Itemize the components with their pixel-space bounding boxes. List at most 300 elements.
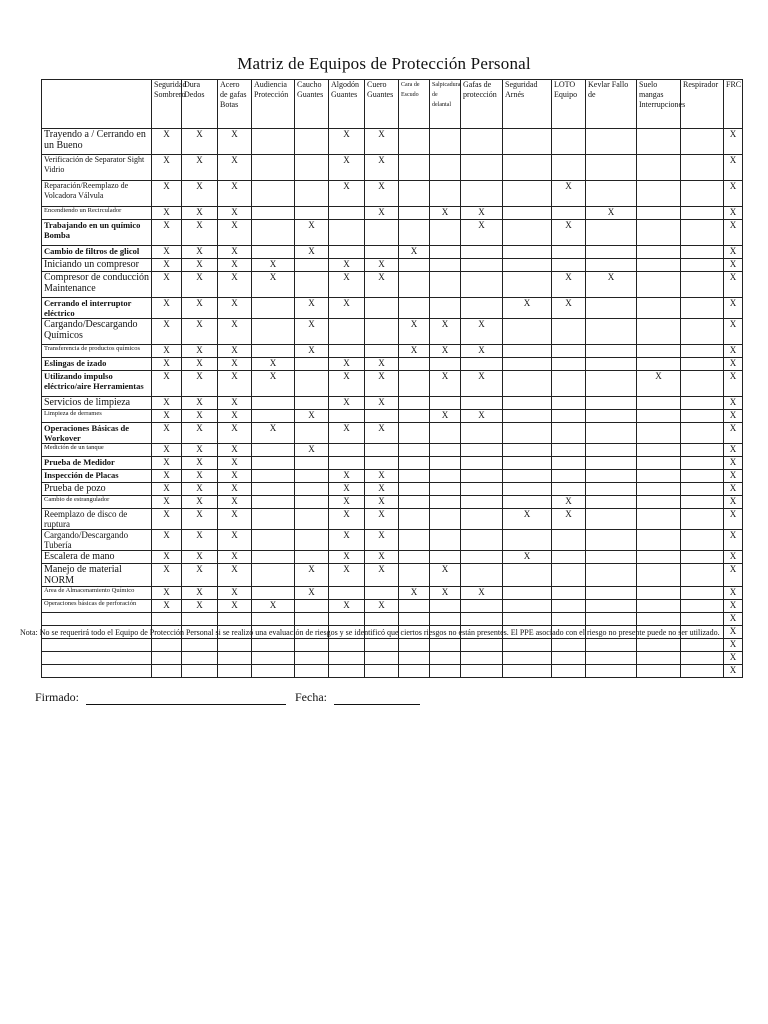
ppe-mark-cell: X	[724, 181, 743, 207]
ppe-mark-cell	[503, 587, 552, 600]
ppe-mark-cell	[295, 371, 329, 397]
ppe-mark-cell	[365, 444, 399, 457]
ppe-mark-cell	[637, 639, 681, 652]
ppe-mark-cell: X	[152, 470, 182, 483]
ppe-mark-cell: X	[461, 220, 503, 246]
ppe-mark-cell	[399, 423, 430, 444]
column-header: Suelo mangas Interrupciones	[637, 80, 681, 129]
ppe-mark-cell: X	[329, 423, 365, 444]
ppe-mark-cell	[461, 259, 503, 272]
ppe-mark-cell: X	[637, 371, 681, 397]
ppe-mark-cell	[182, 652, 218, 665]
ppe-mark-cell	[252, 155, 295, 181]
ppe-mark-cell	[586, 457, 637, 470]
ppe-mark-cell: X	[218, 397, 252, 410]
ppe-mark-cell	[461, 665, 503, 678]
ppe-mark-cell	[681, 564, 724, 587]
ppe-mark-cell: X	[295, 220, 329, 246]
ppe-mark-cell	[503, 665, 552, 678]
ppe-mark-cell	[552, 470, 586, 483]
ppe-mark-cell: X	[329, 155, 365, 181]
task-name-cell: Encendiendo un Recirculador	[42, 207, 152, 220]
ppe-mark-cell: X	[252, 423, 295, 444]
ppe-mark-cell	[586, 298, 637, 319]
ppe-mark-cell: X	[182, 371, 218, 397]
ppe-mark-cell	[552, 129, 586, 155]
ppe-mark-cell: X	[329, 259, 365, 272]
ppe-mark-cell	[637, 272, 681, 298]
ppe-mark-cell	[503, 600, 552, 613]
date-label: Fecha:	[295, 690, 327, 704]
ppe-mark-cell	[586, 444, 637, 457]
ppe-mark-cell: X	[218, 181, 252, 207]
ppe-mark-cell: X	[430, 564, 461, 587]
ppe-mark-cell: X	[430, 371, 461, 397]
ppe-mark-cell	[295, 665, 329, 678]
task-name-cell: Operaciones básicas de perforación	[42, 600, 152, 613]
ppe-mark-cell: X	[152, 220, 182, 246]
ppe-mark-cell: X	[329, 483, 365, 496]
ppe-mark-cell	[552, 530, 586, 551]
ppe-mark-cell	[430, 457, 461, 470]
ppe-mark-cell: X	[218, 564, 252, 587]
ppe-matrix-table	[41, 79, 743, 678]
ppe-mark-cell	[461, 564, 503, 587]
task-name-cell: Utilizando impulso eléctrico/aire Herramientas	[42, 371, 152, 397]
ppe-mark-cell: X	[552, 496, 586, 509]
ppe-mark-cell: X	[365, 272, 399, 298]
ppe-mark-cell	[586, 652, 637, 665]
ppe-mark-cell	[252, 639, 295, 652]
ppe-mark-cell	[399, 600, 430, 613]
ppe-mark-cell	[399, 457, 430, 470]
ppe-mark-cell	[430, 470, 461, 483]
ppe-mark-cell	[637, 246, 681, 259]
task-name-cell: Operaciones Básicas de Workover	[42, 423, 152, 444]
ppe-mark-cell	[461, 129, 503, 155]
matrix-body	[42, 129, 743, 678]
ppe-mark-cell	[503, 397, 552, 410]
table-row	[42, 587, 743, 600]
ppe-mark-cell	[399, 220, 430, 246]
ppe-mark-cell	[430, 423, 461, 444]
ppe-mark-cell	[681, 587, 724, 600]
ppe-mark-cell	[586, 423, 637, 444]
ppe-mark-cell	[461, 551, 503, 564]
ppe-mark-cell	[503, 220, 552, 246]
task-name-cell: Cargando/Descargando Tubería	[42, 530, 152, 551]
ppe-mark-cell	[586, 246, 637, 259]
ppe-mark-cell: X	[365, 155, 399, 181]
ppe-mark-cell	[503, 207, 552, 220]
ppe-mark-cell	[252, 564, 295, 587]
ppe-mark-cell	[681, 551, 724, 564]
ppe-mark-cell: X	[329, 371, 365, 397]
ppe-mark-cell	[365, 220, 399, 246]
ppe-mark-cell	[365, 665, 399, 678]
ppe-mark-cell	[399, 564, 430, 587]
ppe-mark-cell	[503, 371, 552, 397]
ppe-mark-cell: X	[724, 496, 743, 509]
ppe-mark-cell	[637, 259, 681, 272]
ppe-mark-cell	[329, 207, 365, 220]
ppe-mark-cell	[637, 129, 681, 155]
ppe-mark-cell	[503, 410, 552, 423]
ppe-mark-cell	[399, 530, 430, 551]
signature-line[interactable]	[86, 692, 286, 705]
ppe-mark-cell	[586, 600, 637, 613]
ppe-mark-cell	[461, 613, 503, 626]
ppe-mark-cell	[218, 665, 252, 678]
ppe-mark-cell	[637, 181, 681, 207]
ppe-mark-cell	[461, 397, 503, 410]
ppe-mark-cell: X	[552, 220, 586, 246]
ppe-mark-cell	[252, 665, 295, 678]
ppe-mark-cell	[399, 639, 430, 652]
ppe-mark-cell: X	[365, 470, 399, 483]
ppe-mark-cell	[552, 639, 586, 652]
ppe-mark-cell	[681, 652, 724, 665]
ppe-mark-cell	[586, 496, 637, 509]
ppe-mark-cell: X	[724, 457, 743, 470]
ppe-mark-cell	[461, 181, 503, 207]
ppe-mark-cell	[681, 509, 724, 530]
ppe-mark-cell	[552, 652, 586, 665]
ppe-mark-cell: X	[152, 600, 182, 613]
ppe-mark-cell	[586, 470, 637, 483]
table-row	[42, 509, 743, 530]
column-header: Caucho Guantes	[295, 80, 329, 129]
ppe-mark-cell: X	[218, 319, 252, 345]
ppe-mark-cell: X	[218, 423, 252, 444]
ppe-mark-cell	[430, 397, 461, 410]
ppe-mark-cell: X	[182, 587, 218, 600]
ppe-mark-cell: X	[365, 129, 399, 155]
ppe-mark-cell	[586, 551, 637, 564]
ppe-mark-cell	[681, 444, 724, 457]
task-name-cell: Inspección de Placas	[42, 470, 152, 483]
date-line[interactable]	[334, 692, 420, 705]
ppe-mark-cell: X	[182, 155, 218, 181]
ppe-mark-cell: X	[461, 207, 503, 220]
ppe-mark-cell	[681, 665, 724, 678]
ppe-mark-cell: X	[152, 345, 182, 358]
ppe-mark-cell	[586, 345, 637, 358]
column-header: LOTO Equipo	[552, 80, 586, 129]
ppe-mark-cell: X	[152, 423, 182, 444]
ppe-mark-cell: X	[724, 613, 743, 626]
task-name-cell: Manejo de material NORM	[42, 564, 152, 587]
ppe-mark-cell	[252, 613, 295, 626]
ppe-mark-cell	[637, 509, 681, 530]
ppe-mark-cell: X	[724, 220, 743, 246]
ppe-mark-cell	[637, 483, 681, 496]
ppe-mark-cell	[295, 530, 329, 551]
ppe-mark-cell: X	[182, 564, 218, 587]
ppe-mark-cell	[637, 358, 681, 371]
table-row	[42, 397, 743, 410]
ppe-mark-cell	[252, 457, 295, 470]
ppe-mark-cell: X	[218, 259, 252, 272]
ppe-mark-cell	[503, 358, 552, 371]
table-row	[42, 470, 743, 483]
ppe-mark-cell	[586, 613, 637, 626]
ppe-mark-cell	[461, 600, 503, 613]
ppe-mark-cell	[399, 272, 430, 298]
ppe-mark-cell	[503, 129, 552, 155]
ppe-mark-cell: X	[365, 483, 399, 496]
table-row	[42, 423, 743, 444]
ppe-mark-cell	[430, 496, 461, 509]
ppe-mark-cell	[681, 600, 724, 613]
ppe-mark-cell	[430, 444, 461, 457]
ppe-mark-cell	[430, 155, 461, 181]
ppe-mark-cell	[365, 319, 399, 345]
ppe-mark-cell: X	[295, 319, 329, 345]
table-row	[42, 613, 743, 626]
ppe-mark-cell	[552, 410, 586, 423]
ppe-mark-cell: X	[724, 371, 743, 397]
ppe-mark-cell: X	[152, 319, 182, 345]
table-row	[42, 639, 743, 652]
ppe-mark-cell	[586, 129, 637, 155]
ppe-mark-cell	[430, 259, 461, 272]
ppe-mark-cell	[586, 181, 637, 207]
task-name-cell: Compresor de conducción Maintenance	[42, 272, 152, 298]
ppe-mark-cell	[399, 665, 430, 678]
ppe-mark-cell	[295, 423, 329, 444]
ppe-mark-cell: X	[365, 423, 399, 444]
ppe-mark-cell	[252, 652, 295, 665]
ppe-mark-cell	[329, 652, 365, 665]
ppe-mark-cell: X	[365, 371, 399, 397]
ppe-mark-cell: X	[724, 155, 743, 181]
ppe-mark-cell	[681, 613, 724, 626]
ppe-mark-cell: X	[329, 272, 365, 298]
ppe-mark-cell: X	[218, 155, 252, 181]
ppe-mark-cell: X	[461, 371, 503, 397]
ppe-mark-cell	[552, 155, 586, 181]
ppe-mark-cell	[637, 410, 681, 423]
ppe-mark-cell	[461, 470, 503, 483]
ppe-mark-cell: X	[152, 207, 182, 220]
ppe-mark-cell	[503, 259, 552, 272]
table-row	[42, 665, 743, 678]
ppe-mark-cell	[637, 155, 681, 181]
ppe-mark-cell	[430, 181, 461, 207]
table-row	[42, 259, 743, 272]
ppe-mark-cell	[503, 423, 552, 444]
ppe-mark-cell: X	[152, 457, 182, 470]
column-header: Salpicadura de delantal	[430, 80, 461, 129]
task-name-cell: Verificación de Separator Sight Vidrio	[42, 155, 152, 181]
ppe-mark-cell	[252, 587, 295, 600]
ppe-mark-cell	[637, 220, 681, 246]
ppe-mark-cell: X	[218, 444, 252, 457]
ppe-mark-cell	[503, 613, 552, 626]
ppe-mark-cell	[399, 509, 430, 530]
task-name-cell: Prueba de pozo	[42, 483, 152, 496]
ppe-mark-cell	[430, 483, 461, 496]
ppe-mark-cell	[365, 345, 399, 358]
ppe-mark-cell	[637, 564, 681, 587]
ppe-mark-cell: X	[329, 551, 365, 564]
table-row	[42, 155, 743, 181]
ppe-mark-cell	[552, 600, 586, 613]
ppe-mark-cell	[329, 246, 365, 259]
ppe-mark-cell	[681, 530, 724, 551]
ppe-mark-cell	[637, 600, 681, 613]
ppe-mark-cell	[461, 423, 503, 444]
ppe-mark-cell: X	[182, 259, 218, 272]
ppe-mark-cell	[461, 457, 503, 470]
ppe-mark-cell: X	[724, 626, 743, 639]
ppe-mark-cell: X	[252, 600, 295, 613]
table-row	[42, 246, 743, 259]
ppe-mark-cell: X	[724, 600, 743, 613]
ppe-mark-cell: X	[218, 551, 252, 564]
ppe-mark-cell: X	[218, 530, 252, 551]
ppe-mark-cell	[586, 509, 637, 530]
ppe-mark-cell	[637, 345, 681, 358]
ppe-mark-cell	[329, 345, 365, 358]
ppe-mark-cell	[252, 444, 295, 457]
ppe-mark-cell	[461, 272, 503, 298]
ppe-mark-cell	[430, 613, 461, 626]
ppe-mark-cell	[329, 665, 365, 678]
ppe-mark-cell	[552, 358, 586, 371]
ppe-mark-cell	[461, 509, 503, 530]
ppe-mark-cell: X	[399, 345, 430, 358]
ppe-mark-cell	[399, 371, 430, 397]
ppe-mark-cell: X	[724, 470, 743, 483]
table-row	[42, 652, 743, 665]
ppe-mark-cell: X	[218, 371, 252, 397]
table-row	[42, 444, 743, 457]
ppe-mark-cell: X	[295, 564, 329, 587]
ppe-mark-cell: X	[552, 298, 586, 319]
ppe-mark-cell	[637, 298, 681, 319]
ppe-mark-cell	[295, 639, 329, 652]
ppe-mark-cell	[681, 397, 724, 410]
ppe-mark-cell	[252, 410, 295, 423]
ppe-mark-cell	[503, 345, 552, 358]
ppe-mark-cell	[252, 220, 295, 246]
ppe-mark-cell: X	[152, 564, 182, 587]
ppe-mark-cell	[295, 272, 329, 298]
ppe-mark-cell	[182, 639, 218, 652]
ppe-mark-cell: X	[586, 272, 637, 298]
ppe-mark-cell: X	[503, 551, 552, 564]
ppe-mark-cell: X	[724, 298, 743, 319]
ppe-mark-cell	[152, 639, 182, 652]
ppe-mark-cell: X	[218, 483, 252, 496]
ppe-mark-cell	[295, 457, 329, 470]
ppe-mark-cell: X	[365, 397, 399, 410]
table-row	[42, 410, 743, 423]
column-header: Gafas de protección	[461, 80, 503, 129]
ppe-mark-cell	[681, 272, 724, 298]
ppe-mark-cell	[586, 155, 637, 181]
ppe-mark-cell	[252, 345, 295, 358]
ppe-mark-cell	[503, 496, 552, 509]
ppe-mark-cell	[637, 551, 681, 564]
ppe-mark-cell	[461, 298, 503, 319]
ppe-mark-cell: X	[724, 639, 743, 652]
column-header: Cara de Escudo	[399, 80, 430, 129]
ppe-mark-cell	[399, 155, 430, 181]
ppe-mark-cell	[552, 397, 586, 410]
ppe-mark-cell	[681, 483, 724, 496]
column-header: FRC	[724, 80, 743, 129]
task-name-cell	[42, 613, 152, 626]
ppe-mark-cell	[637, 423, 681, 444]
disclaimer-note: Nota: No se requerirá todo el Equipo de Protección Personal si se realizó una evaluación de riesgos y se identificó que ciertos riesgos no están presentes. El PPE asociado con el riesgo no presente puede no ser utilizado.	[20, 628, 720, 637]
ppe-mark-cell	[637, 397, 681, 410]
task-name-cell: Cambio de estrangulador	[42, 496, 152, 509]
task-name-cell: Reparación/Reemplazo de Volcadora Válvula	[42, 181, 152, 207]
ppe-mark-cell: X	[724, 358, 743, 371]
ppe-mark-cell	[295, 600, 329, 613]
ppe-mark-cell	[461, 530, 503, 551]
ppe-mark-cell	[586, 319, 637, 345]
ppe-mark-cell: X	[329, 496, 365, 509]
ppe-mark-cell: X	[552, 181, 586, 207]
ppe-mark-cell	[552, 564, 586, 587]
ppe-mark-cell	[329, 220, 365, 246]
task-name-cell: Trabajando en un químico Bomba	[42, 220, 152, 246]
ppe-mark-cell: X	[182, 470, 218, 483]
task-name-cell: Cambio de filtros de glicol	[42, 246, 152, 259]
ppe-mark-cell: X	[329, 181, 365, 207]
ppe-mark-cell: X	[218, 470, 252, 483]
ppe-mark-cell: X	[461, 410, 503, 423]
ppe-mark-cell	[430, 272, 461, 298]
ppe-mark-cell: X	[461, 319, 503, 345]
ppe-mark-cell	[399, 129, 430, 155]
ppe-mark-cell	[503, 457, 552, 470]
ppe-mark-cell: X	[152, 155, 182, 181]
ppe-mark-cell: X	[365, 358, 399, 371]
ppe-mark-cell	[252, 530, 295, 551]
task-name-cell: Trayendo a / Cerrando en un Bueno	[42, 129, 152, 155]
ppe-mark-cell: X	[218, 207, 252, 220]
ppe-mark-cell	[586, 587, 637, 600]
ppe-mark-cell: X	[329, 358, 365, 371]
ppe-mark-cell	[503, 155, 552, 181]
ppe-mark-cell	[503, 444, 552, 457]
ppe-mark-cell	[430, 509, 461, 530]
ppe-mark-cell	[430, 600, 461, 613]
ppe-mark-cell: X	[152, 298, 182, 319]
ppe-mark-cell	[586, 371, 637, 397]
ppe-mark-cell: X	[152, 358, 182, 371]
task-name-cell: Iniciando un compresor	[42, 259, 152, 272]
ppe-mark-cell	[637, 587, 681, 600]
ppe-mark-cell	[552, 319, 586, 345]
ppe-mark-cell	[152, 665, 182, 678]
ppe-mark-cell: X	[724, 444, 743, 457]
ppe-mark-cell	[430, 129, 461, 155]
ppe-mark-cell	[152, 652, 182, 665]
column-header: Kevlar Fallo de	[586, 80, 637, 129]
ppe-mark-cell: X	[365, 181, 399, 207]
ppe-mark-cell	[295, 181, 329, 207]
ppe-mark-cell: X	[295, 345, 329, 358]
header-row	[42, 80, 743, 129]
ppe-mark-cell: X	[182, 397, 218, 410]
ppe-mark-cell: X	[218, 587, 252, 600]
